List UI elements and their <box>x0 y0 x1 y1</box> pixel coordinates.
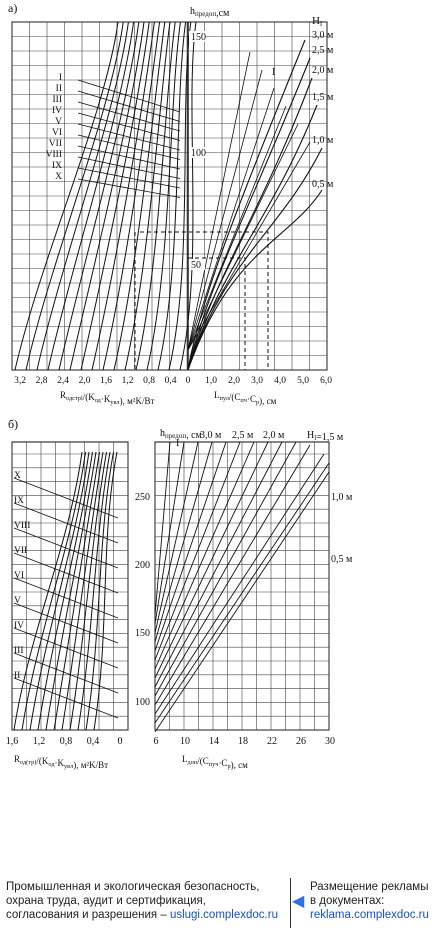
roman-label-b: VIII <box>14 521 31 531</box>
panel-b-right-xlabel: $L_{доп}/(C_{пуч}\cdot C_р)$, см <box>182 754 248 770</box>
roman-label-b: II <box>14 671 21 681</box>
panel-b-right-xtick: 26 <box>296 736 306 747</box>
panel-a-right-xtick: 6,0 <box>320 376 332 386</box>
panel-a-left-xlabel: $R_{одстрl}/(K_{од}\cdot K_{увл})$, м²K/Вт <box>60 390 155 406</box>
panel-a-label: а) <box>8 1 18 15</box>
right-b-line <box>155 442 212 642</box>
panel-a-right-xtick: 1,0 <box>205 376 217 386</box>
roman-label-a: V <box>55 117 62 127</box>
roman-label-a: III <box>52 95 62 105</box>
footer-left-block <box>6 880 278 922</box>
panel-b-left-xtick: 0,8 <box>59 736 73 747</box>
roman-label-a: VI <box>51 128 62 138</box>
panel-a-left-xtick: 1,6 <box>100 376 112 386</box>
panel-a-left-xtick: 2,4 <box>57 376 69 386</box>
roman-label-b: V <box>14 596 21 606</box>
panel-b-h-top-label: $H_l=1,5$ м <box>307 430 344 443</box>
panel-a-right-xtick: 5,0 <box>297 376 309 386</box>
panel-a-left-xtick: 2,0 <box>78 376 91 386</box>
panel-b-right-xtick: 22 <box>267 736 277 747</box>
roman-label-b: IX <box>14 496 25 506</box>
panel-b-h-side-label: 0,5 м <box>331 554 353 565</box>
panel-b-ytick: 250 <box>135 492 150 503</box>
panel-b-ytick: 100 <box>135 697 150 708</box>
panel-b-h-top-label: 2,0 м <box>263 430 285 441</box>
panel-b-right-xtick: 6 <box>153 736 159 747</box>
panel-a-h-label: 2,5 м <box>312 45 334 56</box>
roman-label-a: IV <box>51 106 62 116</box>
panel-a-ytick: 100 <box>191 148 206 159</box>
roman-label-b: VI <box>14 571 25 581</box>
roman-leader-line-b <box>14 478 118 518</box>
roman-label-b: IV <box>14 621 25 631</box>
roman-label-a: IX <box>51 161 62 171</box>
panel-a-left-xtick: 2,8 <box>35 376 48 386</box>
panel-b-left-xtick: 1,6 <box>5 736 19 747</box>
panel-b-right-xtick: 18 <box>238 736 248 747</box>
roman-leader-line <box>78 146 180 169</box>
panel-a-right-xlabel: $L_{пул}/(C_{пч}\cdot C_р)$, см <box>214 390 277 406</box>
right-fan-line <box>188 70 262 350</box>
panel-a-y-label: $h_{предоп},см$ <box>190 6 230 19</box>
h-curve <box>188 105 317 370</box>
panel-a-h-label: 2,0 м <box>312 65 334 76</box>
right-b-line <box>155 445 310 705</box>
right-b-line <box>155 442 254 669</box>
panel-b-ytick: 200 <box>135 560 150 571</box>
panel-b-right-xtick: 30 <box>325 736 335 747</box>
roman-label-b: X <box>14 471 21 481</box>
panel-a-left-xtick: 3,2 <box>14 376 26 386</box>
roman-label-b: VII <box>14 546 28 556</box>
footer-right-line2: в документах: <box>310 895 385 907</box>
roman-leader-line-b <box>14 578 118 618</box>
roman-label-a: VII <box>48 139 62 149</box>
panel-a-h-header: Hl <box>312 15 323 28</box>
example-dashed-line <box>188 258 245 370</box>
panel-a-right-xtick: 3,0 <box>251 376 263 386</box>
panel-a-h-label: 1,5 м <box>312 92 334 103</box>
footer-right-line1: Размещение рекламы <box>310 881 429 893</box>
right-fan-line <box>188 106 286 350</box>
roman-label-a: VIII <box>45 150 62 160</box>
panel-b-h-side-label: 1,0 м <box>331 492 353 503</box>
right-b-line <box>155 442 268 678</box>
footer-divider <box>290 878 291 928</box>
panel-b-left-xtick: 0 <box>117 736 123 747</box>
arrow-left-icon: ◀ <box>292 893 305 910</box>
panel-b-left-xtick: 0,4 <box>86 736 100 747</box>
footer-left-line3 <box>6 908 278 922</box>
uslugi-link[interactable]: uslugi.complexdoc.ru <box>169 909 278 921</box>
panel-a-ytick: 150 <box>191 32 206 43</box>
roman-leader-line-b <box>14 678 118 718</box>
panel-b-label: б) <box>8 417 19 431</box>
panel-a-left-xtick: 0,4 <box>164 376 177 386</box>
panel-a-h-label: 0,5 м <box>312 179 334 190</box>
panel-a-right-xtick: 4,0 <box>274 376 286 386</box>
roman-label-b: III <box>14 646 24 656</box>
panel-a-h-label: 1,0 м <box>312 135 334 146</box>
footer-left-line3-text: согласования и разрешения – <box>6 909 170 921</box>
panel-a-ytick: 50 <box>191 260 201 271</box>
panel-b-right-xtick: 10 <box>180 736 190 747</box>
panel-b-left-xlabel: $R_{од(тр)}/(K_{од}\cdot K_{увл})$, м²K/Вт <box>14 754 109 770</box>
panel-b-right-xtick: 14 <box>209 736 219 747</box>
roman-label-a: I <box>58 73 62 83</box>
footer-right-block <box>310 880 429 922</box>
reklama-link[interactable]: reklama.complexdoc.ru <box>310 909 429 921</box>
panel-b-y-label: $h_{предоп}$, см <box>160 428 202 441</box>
panel-a-right-xtick: 2,0 <box>228 376 240 386</box>
panel-a-left-xtick: 0,8 <box>143 376 155 386</box>
panel-b-h-top-label: 3,0 м <box>200 430 222 441</box>
roman-label-a: II <box>55 84 62 94</box>
footer-left-line2: охрана труда, аудит и сертификация, <box>6 895 206 907</box>
panel-b-left-xtick: 1,2 <box>32 736 46 747</box>
panel-b-h-top-label: 2,5 м <box>232 430 254 441</box>
panel-a-curve-marker: I <box>272 67 276 78</box>
h-curve <box>188 190 322 370</box>
panel-b-ytick: 150 <box>135 628 150 639</box>
panel-a-right-xtick: 0 <box>185 376 191 386</box>
roman-leader-line-b <box>14 603 118 643</box>
footer-left-line1: Промышленная и экологическая безопасность, <box>6 881 260 893</box>
panel-b-curve-marker: I <box>176 438 180 449</box>
panel-a-left-xtick: 1,2 <box>121 376 134 386</box>
roman-label-a: X <box>55 172 62 182</box>
panel-a-h-label: 3,0 м <box>312 30 334 41</box>
